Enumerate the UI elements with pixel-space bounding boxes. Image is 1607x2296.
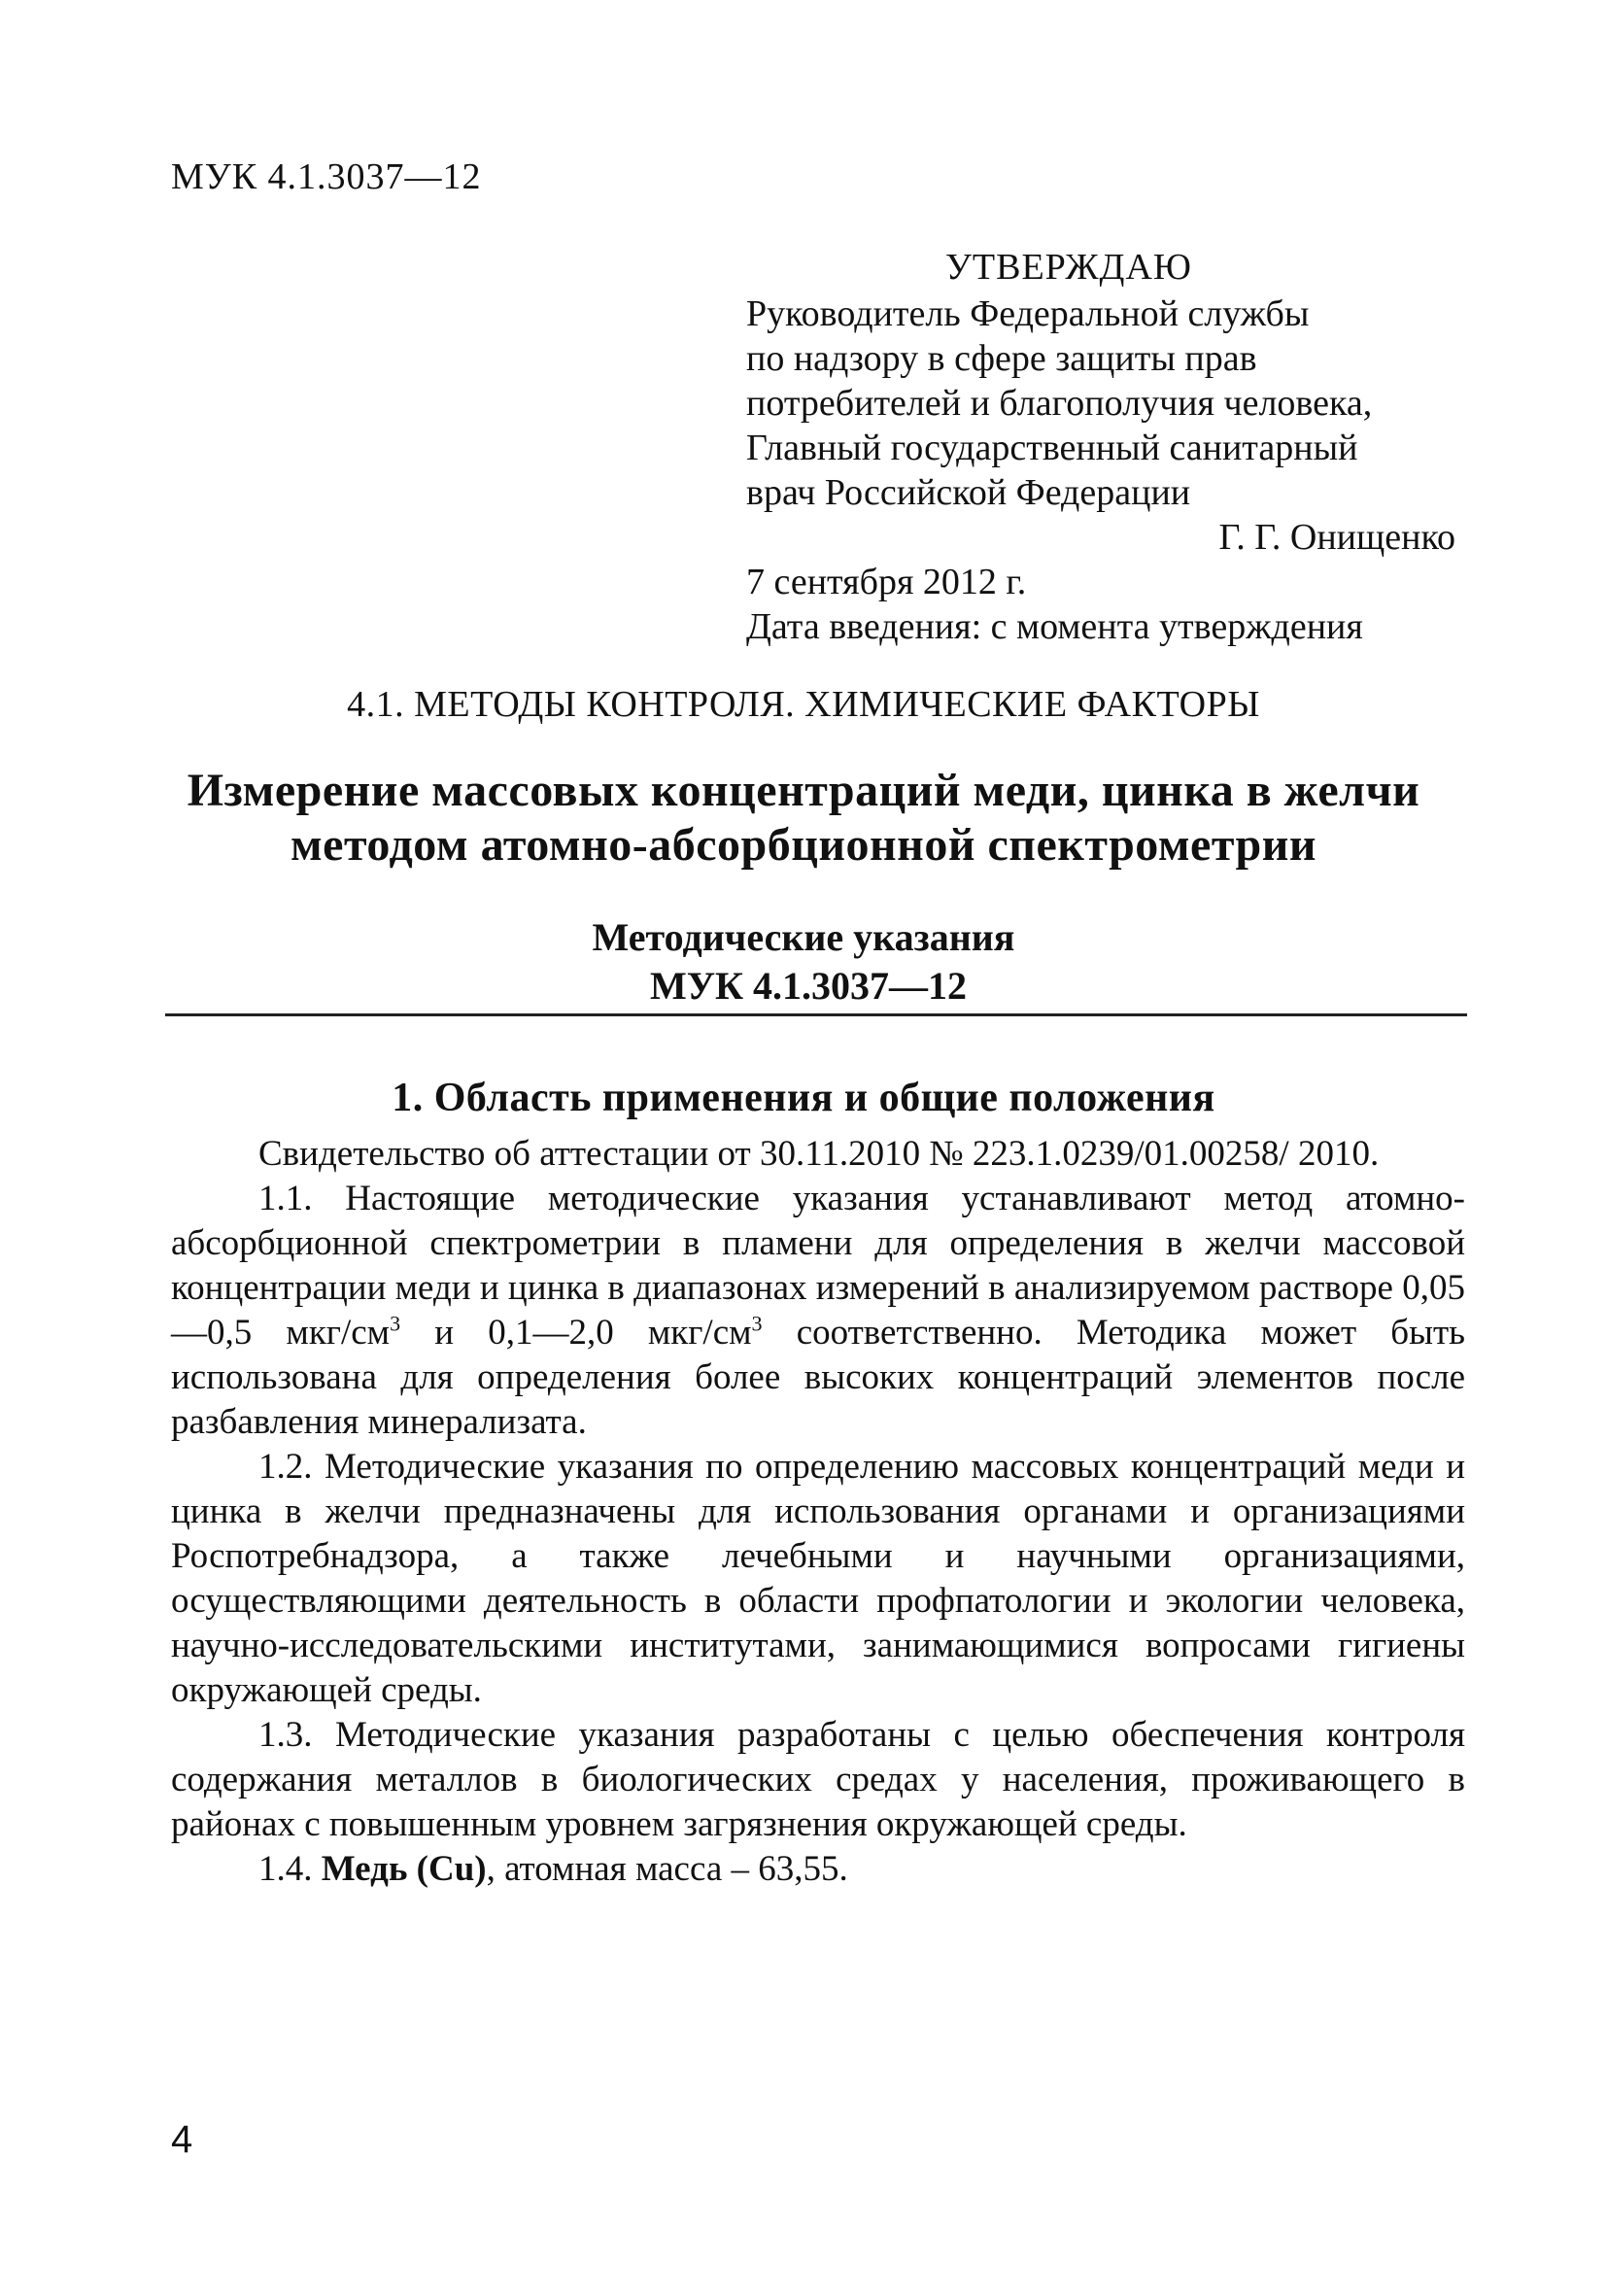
approval-block [746, 245, 1465, 649]
page-number: 4 [171, 2118, 193, 2161]
superscript: 3 [751, 1311, 763, 1336]
horizontal-rule [165, 1013, 1467, 1016]
paragraph-1-2: 1.2. Методические указания по определению массовых концентраций меди и цинка в желчи предназначены для использования органами и организациями Роспотребнадзора, а также лечебными и научными организациями, осуществляющими деятельность в области профпатологии и экологии человека, научно-исследовательскими институтами, занимающимися вопросами гигиены окружающей среды. [171, 1447, 1465, 1710]
paragraph-1-1 [171, 1177, 1465, 1445]
document-title-line: Измерение массовых концентраций меди, цинка в желчи [187, 765, 1420, 816]
paragraph-number: 1.4. [258, 1849, 322, 1889]
document-title-line: методом атомно-абсорбционной спектрометрии [290, 819, 1317, 871]
paragraph-text: 1.1. Настоящие методические указания устанавливают метод атомно-абсорбционной спектрометрии в пламени для определения в желчи массовой концентрации меди и цинка в диапазонах измерений в анализируемом растворе 0,05—0,5 мкг/см [171, 1179, 1465, 1353]
approval-line: Главный государственный санитарный [746, 428, 1358, 468]
paragraph-text: и 0,1—2,0 мкг/см [400, 1313, 752, 1353]
introduction-date: Дата введения: с момента утверждения [746, 606, 1363, 647]
approval-line: потребителей и благополучия человека, [746, 383, 1373, 424]
section-1-body [171, 1132, 1465, 1892]
approval-line: по надзору в сфере защиты прав [746, 338, 1257, 379]
paragraph-text: , атомная масса – 63,55. [486, 1849, 848, 1889]
approval-line: Руководитель Федеральной службы [746, 293, 1310, 334]
paragraph-text: соответственно. Методика может быть использована для определения более высоких концентраций элементов после разбавления минерализата. [171, 1313, 1465, 1442]
document-title [0, 764, 1607, 873]
header-document-code: МУК 4.1.3037—12 [171, 156, 482, 197]
element-name: Медь (Cu) [321, 1849, 487, 1889]
paragraph-1-4 [171, 1847, 1465, 1892]
superscript: 3 [390, 1311, 401, 1336]
approval-line: врач Российской Федерации [746, 472, 1191, 513]
paragraph-1-3: 1.3. Методические указания разработаны с целью обеспечения контроля содержания металлов в биологических средах у населения, проживающего в районах с повышенным уровнем загрязнения окружающей среды. [171, 1715, 1465, 1844]
certificate-paragraph: Свидетельство об аттестации от 30.11.2010 № 223.1.0239/01.00258/ 2010. [258, 1134, 1380, 1174]
document-type [0, 913, 1607, 1011]
approval-date: 7 сентября 2012 г. [746, 562, 1027, 602]
section-1-title: 1. Область применения и общие положения [392, 1076, 1215, 1120]
document-type-label: Методические указания [592, 915, 1015, 959]
document-type-code: МУК 4.1.3037—12 [649, 964, 968, 1008]
approver-name: Г. Г. Онищенко [1218, 517, 1455, 558]
section-heading: 4.1. МЕТОДЫ КОНТРОЛЯ. ХИМИЧЕСКИЕ ФАКТОРЫ [347, 684, 1260, 725]
approval-word: УТВЕРЖДАЮ [945, 247, 1192, 288]
